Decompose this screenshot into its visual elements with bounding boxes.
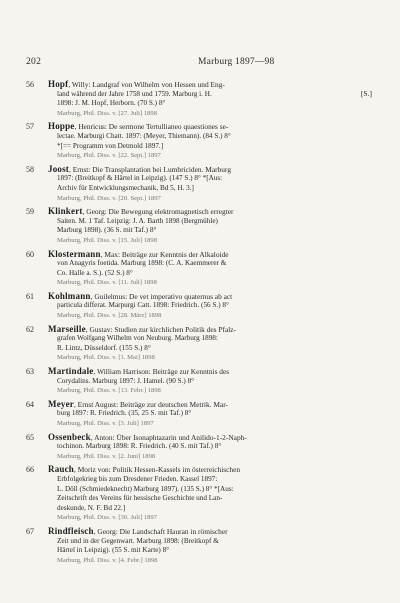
author-surname: Rauch (48, 465, 75, 475)
entry-continuation-line: Härtel in Leipzig). (55 S. mit Karte) 8° (57, 546, 170, 555)
entry-continuation-line: lectae. Marburgi Chatt. 1897: (Meyer, Thiemann). (84 S.) 8° (57, 131, 231, 140)
dissertation-note: Marburg, Phil. Diss. v. [2. Juni] 1898 (57, 452, 156, 460)
entry-continuation-line: *[== Programm von Detmold 1897.] (57, 141, 164, 150)
bibliography-entry (26, 250, 378, 288)
entry-continuation-line: Zeit und in der Gegenwart. Marburg 1898: (Breitkopf & (57, 536, 219, 545)
author-surname: Joost (48, 164, 69, 174)
dissertation-note: Marburg, Phil. Diss. v. [13. Febr.] 1898 (57, 387, 161, 395)
entry-continuation-line: 1897: (Breitkopf & Härtel in Leipzig). (147 S.) 8° *[Aus: (57, 174, 223, 183)
entry-continuation-line: burg 1897: R. Friedrich. (35, 25 S. mit Taf.) 8° (57, 409, 192, 418)
entry-title-text: , Georg: Die Landschaft Hauran in römischer (93, 526, 228, 536)
entry-continuation-line: Co. Halle a. S.). (52 S.) 8° (57, 268, 133, 277)
author-surname: Kohlmann (48, 291, 91, 301)
author-surname: Klostermann (48, 249, 101, 259)
author-surname: Hopf (48, 80, 69, 89)
entry-continuation-line: particula differat. Marpurgi Catt. 1898: Friedrich. (56 S.) 8° (57, 301, 229, 310)
entry-first-line (48, 367, 378, 377)
entry-continuation-line: Marburg 1898). (36 S. mit Taf.) 8° (57, 226, 157, 235)
entry-continuation-line: von Anagyris foetida. Marburg 1898: (C. A. Kaemmerer & (57, 259, 227, 268)
entry-continuation-line: deskunde, N. F. Bd 22.] (57, 503, 126, 512)
author-surname: Martindale (48, 367, 94, 377)
edition-mark: [S.] (360, 89, 372, 98)
dissertation-note: Marburg, Phil. Diss. v. [3. Juli] 1897 (57, 420, 154, 427)
author-surname: Ossenbeck (48, 432, 91, 442)
entry-first-line (48, 250, 378, 260)
dissertation-note: Marburg, Phil. Diss. v. [1. Mai] 1898 (57, 354, 155, 362)
entry-title-text: , Moriz von: Politik Hessen-Kassels im österreichischen (74, 465, 241, 475)
entry-continuation-line: L. Döll (Schmiedeknecht) Marburg 1897). (135 S.) 8° *[Aus: (57, 484, 234, 493)
entry-title-text: , Max: Beiträge zur Kenntnis der Alkaloide (100, 249, 229, 259)
entry-continuation-line: grafen Wolfgang Wilhelm von Neuburg. Marburg 1898: (57, 334, 218, 343)
entry-title-text: , Henricus: De sermone Tertullianeo quaestiones se- (74, 122, 229, 132)
entry-title-text: , Willy: Landgraf von Wilhelm von Hessen und Eng- (68, 80, 225, 89)
author-surname: Rindfleisch (48, 526, 94, 536)
entry-number: 67 (26, 526, 34, 536)
entry-number: 56 (26, 80, 34, 89)
page-number: 202 (26, 57, 42, 67)
entry-continuation-line: Corydalins. Marburg 1897: J. Hamel. (90 S.) 8° (57, 376, 195, 385)
author-surname: Klinkert (48, 207, 83, 217)
entry-continuation-line: Saiten. M. 1 Taf. Leipzig: J. A. Barth 1898 (Bergmühle) (57, 216, 218, 225)
entry-continuation-line: 1898: J. M. Hopf, Herborn. (70 S.) 8° (57, 99, 166, 108)
bibliography-entry (26, 207, 378, 245)
bibliography-entry (26, 80, 378, 118)
bibliography-entry (26, 122, 378, 160)
entry-number: 60 (26, 249, 34, 259)
bibliography-entry (26, 325, 378, 363)
entry-first-line (48, 325, 378, 335)
entry-continuation-line: R. Lintz, Düsseldorf. (155 S.) 8° (57, 343, 151, 352)
entry-continuation-line: Zeitschrift des Vereins für hessische Geschichte und Lan- (57, 494, 223, 503)
entry-first-line (48, 292, 378, 302)
entry-number: 64 (26, 399, 34, 409)
entry-title-text: , William Harrison: Beiträge zur Kenntnis des (93, 367, 230, 377)
entry-first-line (48, 80, 378, 90)
entry-first-line (48, 165, 378, 175)
dissertation-note: Marburg, Phil. Diss. v. [28. März] 1898 (57, 312, 162, 320)
entry-continuation-line: tochinon. Marburg 1898: R. Friedrich. (40 S. mit Taf.) 8° (57, 442, 222, 451)
dissertation-note: Marburg, Phil. Diss. v. [27. Juli] 1898 (57, 109, 158, 117)
entry-title-text: , Ernst: Die Transplantation bei Lumbriciden. Marburg (69, 164, 232, 174)
dissertation-note: Marburg, Phil. Diss. v. [30. Juli] 1897 (57, 514, 158, 522)
entry-number: 62 (26, 324, 34, 334)
dissertation-note: Marburg, Phil. Diss. v. [11. Juli] 1898 (57, 279, 157, 287)
bibliography-entry (26, 433, 378, 462)
author-surname: Marseille (48, 324, 86, 334)
entry-first-line (48, 527, 378, 537)
dissertation-note: Marburg, Phil. Diss. v. [22. Sept.] 1897 (57, 152, 161, 160)
dissertation-note: Marburg, Phil. Diss. v. [15. Juli] 1898 (57, 236, 158, 244)
author-surname: Hoppe (48, 122, 75, 132)
entry-number: 63 (26, 367, 34, 377)
entry-first-line (48, 433, 378, 443)
bibliography-list (26, 76, 378, 565)
bibliography-entry (26, 292, 378, 321)
entry-title-text: , Gustav: Studien zur kirchlichen Politik des Pfalz- (85, 324, 237, 334)
entry-title-text: , Anton: Über Isonaphtazarin und Anilido-1-2-Naph- (90, 432, 247, 442)
entry-title-text: , Georg: Die Bewegung elektromagnetisch erregter (82, 207, 234, 217)
entry-first-line (48, 465, 378, 475)
entry-title-text: , Guilelmus: De vet imperativo quaternus ab act (90, 291, 233, 301)
entry-continuation-line: land während der Jahre 1758 und 1759. Marburg i. H. (57, 89, 212, 98)
entry-first-line (48, 122, 378, 132)
author-surname: Meyer (48, 399, 74, 409)
bibliography-entry (26, 527, 378, 565)
entry-number: 61 (26, 291, 34, 301)
bibliography-entry (26, 367, 378, 396)
running-title: Marburg 1897—98 (198, 57, 275, 67)
entry-first-line (48, 207, 378, 217)
page-header (26, 57, 376, 71)
entry-title-text: , Ernst August: Beiträge zur deutschen Metrik. Mar- (73, 399, 228, 409)
bibliography-entry (26, 400, 378, 429)
dissertation-note: Marburg, Phil. Diss. v. [4. Febr.] 1898 (57, 556, 158, 564)
entry-continuation-line: Archiv für Entwicklungsmechanik, Bd 5, H. 3.] (57, 183, 194, 192)
dissertation-note: Marburg, Phil. Diss. v. [20. Sept.] 1897 (57, 194, 161, 202)
entry-number: 58 (26, 164, 34, 174)
bibliography-entry (26, 465, 378, 523)
entry-first-line (48, 400, 378, 410)
bibliography-entry (26, 165, 378, 203)
entry-number: 57 (26, 122, 34, 132)
entry-number: 59 (26, 207, 34, 217)
entry-number: 65 (26, 432, 34, 442)
entry-continuation-line: Erbfolgekrieg bis zum Dresdener Frieden. Kassel 1897: (57, 474, 218, 483)
entry-number: 66 (26, 465, 34, 475)
